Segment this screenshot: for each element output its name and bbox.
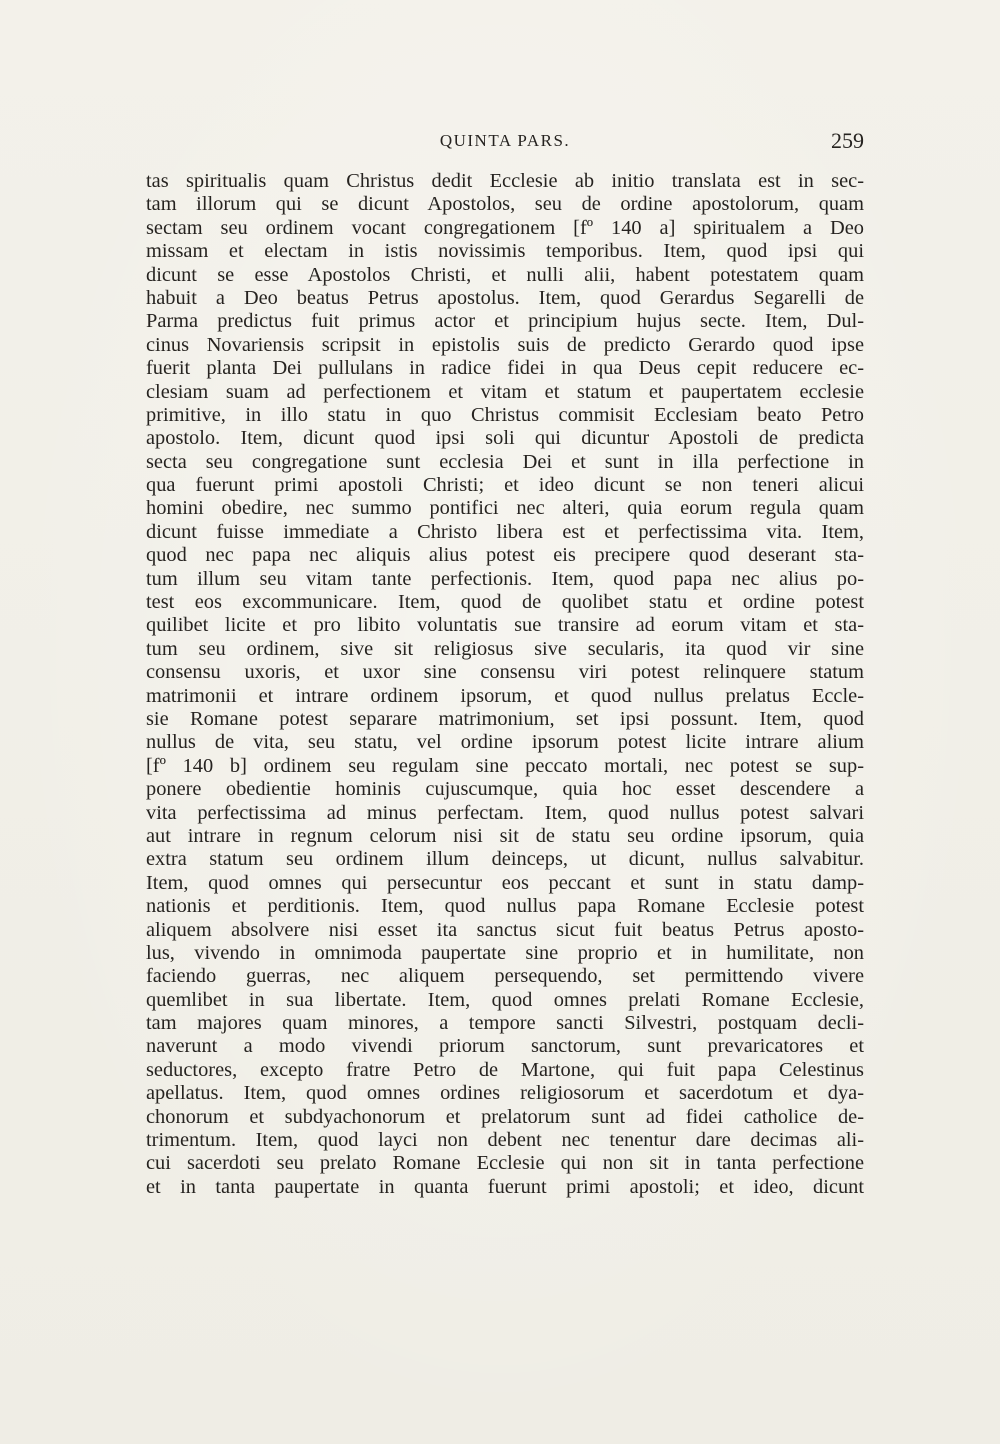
text-line: habuit a Deo beatus Petrus apostolus. Item, quod Gerardus Segarelli de [146, 286, 864, 309]
text-line: primitive, in illo statu in quo Christus commisit Ecclesiam beato Petro [146, 403, 864, 426]
text-line: fuerit planta Dei pullulans in radice fidei in qua Deus cepit reducere ec- [146, 357, 864, 380]
text-line: seductores, excepto fratre Petro de Martone, qui fuit papa Celestinus [146, 1058, 864, 1081]
text-line: Parma predictus fuit primus actor et principium hujus secte. Item, Dul- [146, 310, 864, 333]
page-number: 259 [831, 128, 864, 153]
body-text [146, 170, 864, 1199]
text-line: quod nec papa nec aliquis alius potest eis precipere quod deserant sta- [146, 544, 864, 567]
page-header [146, 126, 864, 156]
text-line: aliquem absolvere nisi esset ita sanctus sicut fuit beatus Petrus aposto- [146, 918, 864, 941]
text-line: trimentum. Item, quod layci non debent nec tenentur dare decimas ali- [146, 1129, 864, 1152]
text-line: consensu uxoris, et uxor sine consensu viri potest relinquere statum [146, 661, 864, 684]
text-line: [fº 140 b] ordinem seu regulam sine peccato mortali, nec potest se sup- [146, 754, 864, 777]
running-head: QUINTA PARS. [439, 131, 571, 150]
text-line: dicunt se esse Apostolos Christi, et nulli alii, habent potestatem quam [146, 263, 864, 286]
text-line: clesiam suam ad perfectionem et vitam et statum et paupertatem ecclesie [146, 380, 864, 403]
text-line: tum illum seu vitam tante perfectionis. Item, quod papa nec alius po- [146, 567, 864, 590]
text-line: lus, vivendo in omnimoda paupertate sine proprio et in humilitate, non [146, 941, 864, 964]
text-line: quilibet licite et pro libito voluntatis sue transire ad eorum vitam et sta- [146, 614, 864, 637]
text-line: tas spiritualis quam Christus dedit Ecclesie ab initio translata est in sec- [146, 170, 864, 192]
text-line: matrimonii et intrare ordinem ipsorum, et quod nullus prelatus Eccle- [146, 684, 864, 707]
text-line: extra statum seu ordinem illum deinceps, ut dicunt, nullus salvabitur. [146, 848, 864, 871]
text-line: missam et electam in istis novissimis temporibus. Item, quod ipsi qui [146, 240, 864, 263]
text-line: test eos excommunicare. Item, quod de quolibet statu et ordine potest [146, 591, 864, 614]
text-line: quemlibet in sua libertate. Item, quod omnes prelati Romane Ecclesie, [146, 988, 864, 1011]
text-line: faciendo guerras, nec aliquem persequendo, set permittendo vivere [146, 965, 864, 988]
text-line: vita perfectissima ad minus perfectam. Item, quod nullus potest salvari [146, 801, 864, 824]
text-line: qua fuerunt primi apostoli Christi; et ideo dicunt se non teneri alicui [146, 474, 864, 497]
text-line: chonorum et subdyachonorum et prelatorum sunt ad fidei catholice de- [146, 1105, 864, 1128]
text-line: naverunt a modo vivendi priorum sanctorum, sunt prevaricatores et [146, 1035, 864, 1058]
text-line: nullus de vita, seu statu, vel ordine ipsorum potest licite intrare alium [146, 731, 864, 754]
text-line: tam illorum qui se dicunt Apostolos, seu de ordine apostolorum, quam [146, 193, 864, 216]
text-line: secta seu congregatione sunt ecclesia Dei et sunt in illa perfectione in [146, 450, 864, 473]
text-line: homini obedire, nec summo pontifici nec alteri, quia eorum regula quam [146, 497, 864, 520]
text-line: Item, quod omnes qui persecuntur eos peccant et sunt in statu damp- [146, 871, 864, 894]
text-line: tum seu ordinem, sive sit religiosus sive secularis, ita quod vir sine [146, 637, 864, 660]
text-line: aut intrare in regnum celorum nisi sit de statu seu ordine ipsorum, quia [146, 824, 864, 847]
text-line: cinus Novariensis scripsit in epistolis suis de predicto Gerardo quod ipse [146, 333, 864, 356]
text-line: et in tanta paupertate in quanta fuerunt primi apostoli; et ideo, dicunt [146, 1175, 864, 1198]
text-line: apellatus. Item, quod omnes ordines religiosorum et sacerdotum et dya- [146, 1082, 864, 1105]
text-line: ponere obedientie hominis cujuscumque, quia hoc esset descendere a [146, 778, 864, 801]
text-line: sie Romane potest separare matrimonium, set ipsi possunt. Item, quod [146, 707, 864, 730]
text-line: tam majores quam minores, a tempore sancti Silvestri, postquam decli- [146, 1012, 864, 1035]
text-line: dicunt fuisse immediate a Christo libera est et perfectissima vita. Item, [146, 520, 864, 543]
text-line: cui sacerdoti seu prelato Romane Ecclesie qui non sit in tanta perfectione [146, 1152, 864, 1175]
text-line: nationis et perditionis. Item, quod nullus papa Romane Ecclesie potest [146, 895, 864, 918]
text-line: apostolo. Item, dicunt quod ipsi soli qui dicuntur Apostoli de predicta [146, 427, 864, 450]
text-line: sectam seu ordinem vocant congregationem [fº 140 a] spiritualem a Deo [146, 216, 864, 239]
